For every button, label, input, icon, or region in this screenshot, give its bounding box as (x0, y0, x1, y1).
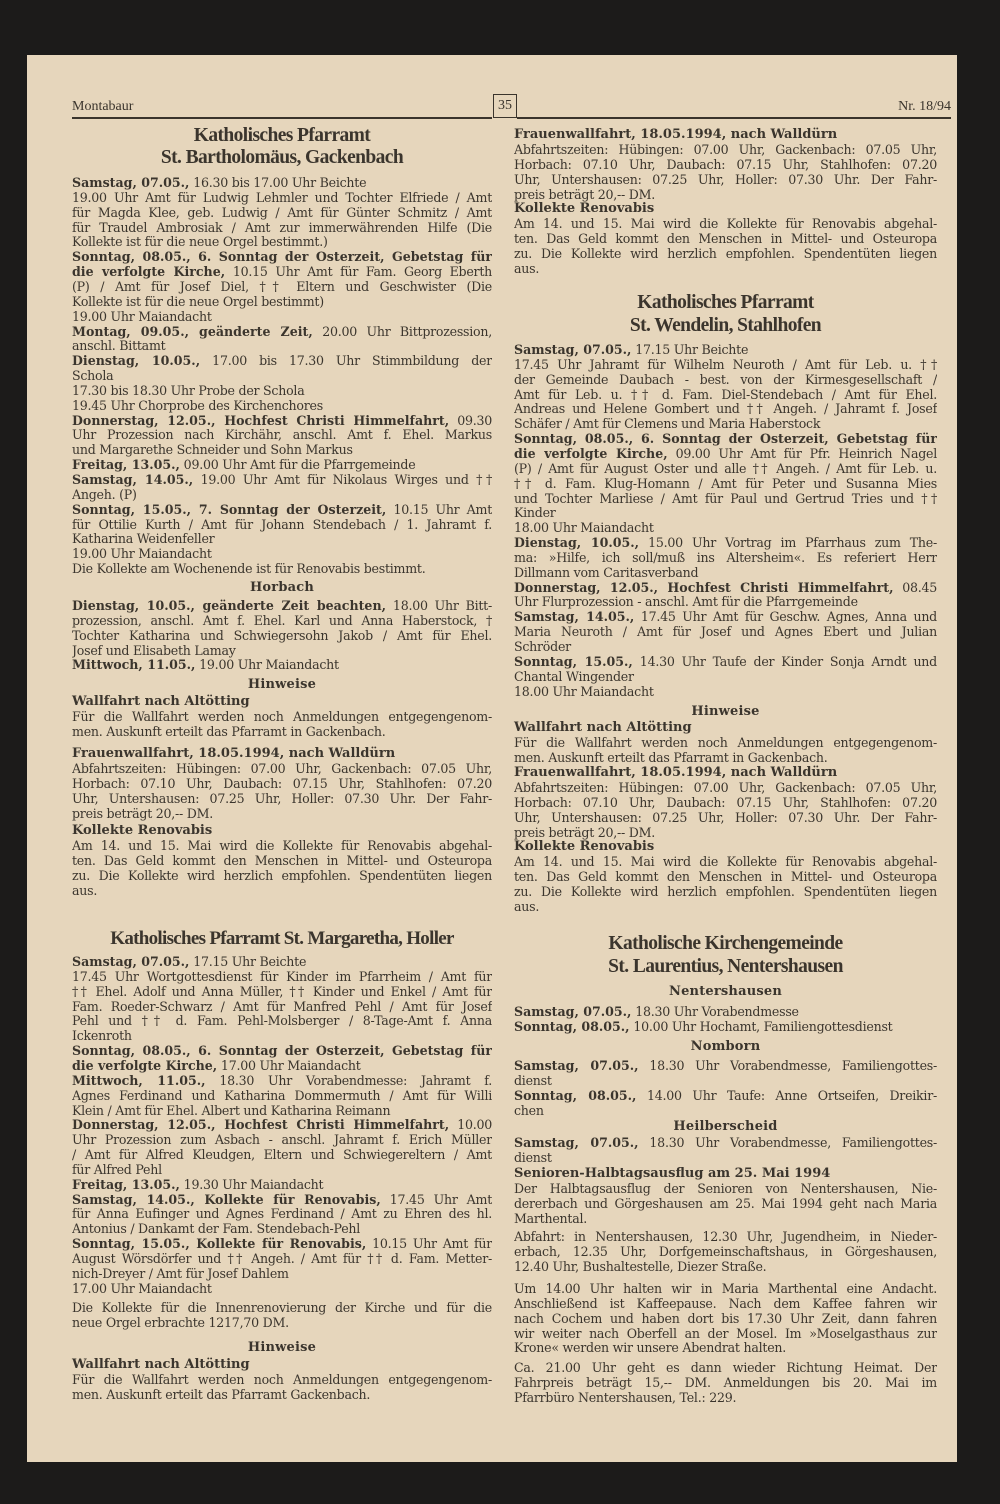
line-text: Amt für Leb. u. †† d. Fam. Diel-Stendebach / Amt für Ehel. (514, 386, 937, 402)
text-line (72, 984, 492, 999)
line-text: und Margarethe Schneider und Sohn Markus (72, 442, 353, 458)
line-text: 19.45 Uhr Chorprobe des Kirchenchores (72, 397, 323, 413)
line-text: †† Ehel. Adolf und Anna Müller, †† Kinder und Enkel / Amt für (72, 983, 492, 999)
text-line (514, 1058, 937, 1073)
text-line: men. Auskunft erteilt das Pfarramt Gackenbach. (72, 1386, 371, 1402)
notice-heading: Wallfahrt nach Altötting (72, 1357, 250, 1372)
line-text: 17.00 Uhr Maiandacht (217, 1057, 361, 1073)
line-text: Andreas und Helene Gombert und †† Angeh. / Jahramt f. Josef (514, 401, 937, 417)
subsection-heading: Nomborn (690, 1039, 761, 1054)
subsection-heading: Hinweise (247, 677, 317, 692)
text-line: nach Cochem und haben dort bis 17.30 Uhr Zeit, dann fahren (514, 1310, 937, 1326)
text-line (72, 487, 492, 502)
text-line: Pfarrbüro Nentershausen, Tel.: 229. (514, 1389, 737, 1405)
subsection-heading: Heilberscheid (673, 1119, 778, 1134)
line-text: für Alfred Pehl (72, 1161, 162, 1177)
text-line (72, 517, 492, 532)
text-line (514, 446, 937, 461)
text-line: dererbach und Görgeshausen am 25. Mai 1994 geht nach Maria (514, 1195, 937, 1211)
line-text: Klein / Amt für Ehel. Albert und Katharina Reimann (72, 1102, 391, 1118)
text-line (72, 338, 492, 353)
line-text: für Traudel Ambrosiak / Amt zur immerwährenden Hilfe (Die (72, 219, 492, 235)
page-number: 35 (493, 94, 517, 118)
line-text: 09.00 Uhr Amt für die Pfarrgemeinde (179, 457, 416, 473)
line-text: Schola (72, 368, 114, 384)
line-text: Josef und Elisabeth Lamay (72, 642, 236, 658)
bold-lead: Montag, 09.05., geänderte Zeit, (72, 323, 313, 339)
bold-lead: Samstag, 14.05., Kollekte für Renovabis, (72, 1191, 381, 1207)
bold-lead: Mittwoch, 11.05., (72, 657, 196, 673)
subsection-heading: Nentershausen (668, 984, 783, 999)
text-line (72, 1132, 492, 1147)
text-line (72, 190, 492, 205)
line-text: der Gemeinde Daubach - best. von der Kirmesgesellschaft / (514, 371, 937, 387)
section-title: Katholisches Pfarramt (193, 125, 371, 146)
line-text: 10.15 Uhr Amt für Fam. Georg Eberth (225, 264, 492, 280)
text-line: Uhr, Untershausen: 07.25 Uhr, Holler: 07.30 Uhr. Der Fahr- (514, 809, 937, 825)
text-line: ten. Das Geld kommt den Menschen in Mittel- und Osteuropa (514, 230, 937, 246)
text-line (72, 1192, 492, 1207)
text-line (72, 1073, 492, 1088)
text-line (514, 550, 937, 565)
notice-heading: Wallfahrt nach Altötting (72, 694, 250, 709)
header-location: Montabaur (72, 99, 134, 114)
line-text: Antonius / Dankamt der Fam. Stendebach-Pehl (72, 1221, 361, 1237)
bold-lead: Samstag, 07.05., (72, 954, 190, 969)
text-line: 12.40 Uhr, Bushaltestelle, Diezer Straße. (514, 1258, 767, 1274)
text-line: ten. Das Geld kommt den Menschen in Mittel- und Osteuropa (72, 852, 492, 868)
text-line: aus. (514, 260, 540, 276)
line-text: Agnes Ferdinand und Katharina Dommermuth / Amt für Willi (72, 1087, 492, 1103)
text-line (514, 476, 937, 491)
text-line (72, 205, 492, 220)
line-text: 17.00 Uhr Maiandacht (72, 1280, 212, 1296)
text-line (514, 520, 937, 535)
text-line: Abfahrtszeiten: Hübingen: 07.00 Uhr, Gackenbach: 07.05 Uhr, (72, 761, 492, 776)
line-text: Katharina Weidenfeller (72, 531, 215, 547)
text-line (72, 1147, 492, 1162)
text-line (72, 368, 492, 383)
bold-lead: Donnerstag, 12.05., Hochfest Christi Himmelfahrt, (72, 1117, 450, 1133)
text-line: Anschließend ist Kaffeepause. Nach dem Kaffee fahren wir (514, 1295, 937, 1311)
line-text: 18.30 Uhr Vorabendmesse (631, 1004, 799, 1019)
left-column (72, 0, 492, 1504)
line-text: 14.00 Uhr Taufe: Anne Ortseifen, Dreikir- (636, 1087, 937, 1103)
text-line (72, 1043, 492, 1058)
line-text: 10.15 Uhr Amt für (366, 1236, 492, 1252)
bold-lead: Freitag, 13.05., (72, 457, 180, 473)
text-line (514, 565, 937, 580)
text-line (514, 342, 937, 357)
text-line (514, 1088, 937, 1103)
text-line: Horbach: 07.10 Uhr, Daubach: 07.15 Uhr, Stahlhofen: 07.20 (72, 775, 492, 791)
line-text: 15.00 Uhr Vortrag im Pfarrhaus zum The- (639, 535, 937, 551)
bold-lead: Dienstag, 10.05., (514, 535, 640, 551)
text-line (72, 383, 492, 398)
text-line: Für die Wallfahrt werden noch Anmeldungen entgegengenom- (72, 1372, 492, 1387)
right-column (514, 0, 937, 1504)
text-line (72, 999, 492, 1014)
text-line (72, 427, 492, 442)
line-text: Fam. Roeder-Schwarz / Amt für Manfred Pehl / Amt für Josef (72, 998, 492, 1014)
line-text: Kollekte ist für die neue Orgel bestimmt.) (72, 234, 328, 250)
notice-heading: Frauenwallfahrt, 18.05.1994, nach Walldürn (514, 127, 838, 142)
line-text: für Ottilie Kurth / Amt für Johann Stendebach / 1. Jahramt f. (72, 516, 492, 532)
line-text: für Magda Klee, geb. Ludwig / Amt für Günter Schmitz / Amt (72, 204, 492, 220)
subsection-heading: Hinweise (691, 704, 760, 719)
bold-lead: Samstag, 14.05., (72, 472, 194, 487)
line-text: 16.30 bis 17.00 Uhr Beichte (189, 175, 367, 190)
text-line (514, 684, 937, 699)
text-line (72, 324, 492, 339)
section-title: St. Bartholomäus, Gackenbach (160, 147, 404, 168)
line-text: 08.45 (893, 579, 937, 595)
text-line (514, 372, 937, 387)
text-line: wir weiter nach Oberfell an der Mosel. Im »Moselgasthaus zur (514, 1325, 937, 1341)
text-line: Der Halbtagsausflug der Senioren von Nentershausen, Nie- (514, 1181, 937, 1196)
text-line (514, 654, 937, 669)
text-line (72, 643, 492, 658)
text-line (72, 613, 492, 628)
text-line: zu. Die Kollekte wird herzlich empfohlen. Spendentüten liegen (514, 883, 937, 899)
line-text: Uhr Prozession zum Asbach - anschl. Jahramt f. Erich Müller (72, 1132, 492, 1148)
section-title: Katholisches Pfarramt St. Margaretha, Holler (110, 928, 454, 949)
text-line (72, 353, 492, 368)
line-text: Kinder (514, 505, 556, 521)
text-line (514, 1135, 937, 1150)
line-text: 10.00 (449, 1117, 492, 1133)
text-line (72, 502, 492, 517)
text-line (72, 1221, 492, 1236)
bold-lead: Samstag, 07.05., (514, 1135, 639, 1150)
text-line (514, 1150, 937, 1165)
bold-lead: Sonntag, 08.05., 6. Sonntag der Osterzeit, Gebetstag für (72, 1043, 492, 1059)
text-line: Am 14. und 15. Mai wird die Kollekte für Renovabis abgehal- (514, 216, 937, 231)
text-line: Horbach: 07.10 Uhr, Daubach: 07.15 Uhr, Stahlhofen: 07.20 (514, 794, 937, 810)
text-line (72, 1028, 492, 1043)
line-text: 14.30 Uhr Taufe der Kinder Sonja Arndt und (632, 653, 937, 669)
text-line (514, 461, 937, 476)
text-line (514, 624, 937, 639)
text-line (72, 1088, 492, 1103)
line-text: nich-Dreyer / Amt für Josef Dahlem (72, 1265, 289, 1281)
text-line: Für die Wallfahrt werden noch Anmeldungen entgegengenom- (514, 735, 937, 750)
line-text: †† d. Fam. Klug-Homann / Amt für Peter und Susanna Mies (514, 475, 937, 491)
bold-lead: Dienstag, 10.05., (72, 353, 201, 369)
line-text: für Anna Eufinger und Agnes Ferdinand / Amt zu Ehren des hl. (72, 1206, 492, 1222)
line-text: 17.45 Uhr Wortgottesdienst für Kinder im Pfarrheim / Amt für (72, 968, 492, 984)
text-line: Um 14.00 Uhr halten wir in Maria Marthental eine Andacht. (514, 1281, 937, 1296)
text-line: preis beträgt 20,-- DM. (72, 805, 214, 821)
line-text: 17.30 bis 18.30 Uhr Probe der Schola (72, 382, 305, 398)
text-line (514, 669, 937, 684)
text-line: aus. (72, 882, 98, 898)
text-line (514, 416, 937, 431)
bold-lead: Freitag, 13.05., (72, 1176, 180, 1192)
text-line (72, 1117, 492, 1132)
bold-lead: Samstag, 07.05., (514, 1004, 632, 1019)
line-text: chen (514, 1102, 544, 1118)
notice-heading: Frauenwallfahrt, 18.05.1994, nach Walldürn (72, 746, 396, 761)
text-line (72, 1058, 492, 1073)
line-text: 19.00 Uhr Maiandacht (195, 657, 339, 673)
issue-number: Nr. 18/94 (898, 99, 951, 114)
text-line (514, 1073, 937, 1088)
line-text: 18.30 Uhr Vorabendmesse: Jahramt f. (205, 1072, 492, 1088)
text-line (514, 431, 937, 446)
notice-heading: Wallfahrt nach Altötting (514, 720, 692, 735)
section-title: Katholisches Pfarramt (637, 292, 814, 313)
line-text: 09.30 (449, 412, 492, 428)
text-line (72, 561, 492, 576)
line-text: 17.45 Uhr Amt (380, 1191, 492, 1207)
text-line (72, 1236, 492, 1251)
bold-lead: Dienstag, 10.05., geänderte Zeit beachten, (72, 598, 386, 613)
line-text: 18.00 Uhr Bitt- (386, 598, 492, 613)
text-line (514, 491, 937, 506)
line-text: August Wörsdörfer und †† Angeh. / Amt für †† d. Fam. Metter- (72, 1251, 492, 1266)
text-line (72, 598, 492, 613)
text-line: Die Kollekte für die Innenrenovierung der Kirche und für die (72, 1300, 492, 1315)
bold-lead: Donnerstag, 12.05., Hochfest Christi Himmelfahrt, (514, 579, 894, 595)
line-text: 10.15 Uhr Amt (386, 501, 492, 517)
text-line (514, 580, 937, 595)
text-line: Am 14. und 15. Mai wird die Kollekte für Renovabis abgehal- (514, 854, 937, 869)
line-text: 18.00 Uhr Maiandacht (514, 683, 654, 699)
text-line (72, 1177, 492, 1192)
line-text: 19.30 Uhr Maiandacht (179, 1176, 324, 1192)
text-line: Uhr, Untershausen: 07.25 Uhr, Holler: 07.30 Uhr. Der Fahr- (514, 171, 937, 187)
subsection-heading: Hinweise (247, 1340, 317, 1355)
text-line: Am 14. und 15. Mai wird die Kollekte für Renovabis abgehal- (72, 838, 492, 853)
text-line: Horbach: 07.10 Uhr, Daubach: 07.15 Uhr, Stahlhofen: 07.20 (514, 156, 937, 172)
text-line: preis beträgt 20,-- DM. (514, 186, 656, 202)
bold-lead: Sonntag, 15.05., Kollekte für Renovabis, (72, 1236, 367, 1252)
notice-heading: Senioren-Halbtagsausflug am 25. Mai 1994 (514, 1166, 831, 1181)
line-text: Angeh. (P) (72, 486, 137, 502)
line-text: dienst (514, 1072, 552, 1088)
text-line (72, 546, 492, 561)
text-line (72, 472, 492, 487)
text-line: Abfahrtszeiten: Hübingen: 07.00 Uhr, Gackenbach: 07.05 Uhr, (514, 142, 937, 157)
text-line (514, 594, 937, 609)
text-line (514, 535, 937, 550)
text-line (72, 442, 492, 457)
line-text: / Amt für Alfred Kleudgen, Eltern und Schwiegereltern / Amt (72, 1147, 492, 1163)
line-text: Kollekte ist für die neue Orgel bestimmt) (72, 293, 324, 309)
line-text: 17.45 Uhr Amt für Geschw. Agnes, Anna und (634, 609, 937, 625)
text-line (72, 1103, 492, 1118)
line-text: 20.00 Uhr Bittprozession, (312, 323, 492, 339)
line-text: (P) / Amt für Josef Diel, †† Eltern und Geschwister (Die (72, 278, 492, 294)
text-line: zu. Die Kollekte wird herzlich empfohlen. Spendentüten liegen (72, 867, 492, 883)
text-line (514, 639, 937, 654)
text-line (72, 954, 492, 969)
bold-lead: Sonntag, 08.05., (514, 1087, 637, 1103)
line-text: dienst (514, 1149, 552, 1165)
line-text: 18.30 Uhr Vorabendmesse, Familiengottes- (638, 1058, 937, 1073)
line-text: 17.15 Uhr Beichte (631, 342, 749, 357)
text-line: preis beträgt 20,-- DM. (514, 824, 656, 840)
line-text: 17.45 Uhr Jahramt für Wilhelm Neuroth / Amt für Leb. u. †† (514, 356, 937, 372)
notice-heading: Kollekte Renovabis (514, 201, 655, 216)
text-line (72, 279, 492, 294)
line-text: Chantal Wingender (514, 668, 634, 684)
text-line (72, 398, 492, 413)
text-line (72, 413, 492, 428)
line-text: Pehl und †† d. Fam. Pehl-Molsberger / 8-Tage-Amt f. Anna (72, 1013, 492, 1029)
text-line (72, 657, 492, 672)
bold-lead: Sonntag, 08.05., (514, 1018, 630, 1034)
text-line: zu. Die Kollekte wird herzlich empfohlen. Spendentüten liegen (514, 245, 937, 261)
text-line (72, 1266, 492, 1281)
line-text: Maria Neuroth / Amt für Josef und Agnes Ebert und Julian (514, 624, 937, 640)
line-text: 10.00 Uhr Hochamt, Familiengottesdienst (629, 1018, 893, 1034)
bold-lead: die verfolgte Kirche, (72, 264, 226, 280)
bold-lead: Sonntag, 15.05., 7. Sonntag der Osterzeit, (72, 501, 387, 517)
subsection-heading: Horbach (249, 580, 315, 595)
text-line: Abfahrtszeiten: Hübingen: 07.00 Uhr, Gackenbach: 07.05 Uhr, (514, 780, 937, 795)
text-line: men. Auskunft erteilt das Pfarramt in Gackenbach. (72, 723, 386, 739)
line-text: 17.00 bis 17.30 Uhr Stimmbildung der (200, 353, 492, 369)
text-line: erbach, 12.35 Uhr, Dorfgemeinschaftshaus, in Görgeshausen, (514, 1243, 937, 1259)
text-line (72, 264, 492, 279)
text-line (72, 309, 492, 324)
bold-lead: Donnerstag, 12.05., Hochfest Christi Himmelfahrt, (72, 412, 450, 428)
section-title: St. Laurentius, Nentershausen (608, 956, 843, 977)
line-text: Uhr Prozession nach Kirchähr, anschl. Amt f. Ehel. Markus (72, 427, 492, 443)
bold-lead: die verfolgte Kirche, (72, 1057, 218, 1073)
text-line: Uhr, Untershausen: 07.25 Uhr, Holler: 07.30 Uhr. Der Fahr- (72, 790, 492, 806)
text-line (72, 1013, 492, 1028)
text-line: Marthental. (514, 1210, 588, 1226)
line-text: und Tochter Marliese / Amt für Paul und Gertrud Tries und †† (514, 490, 937, 506)
text-line: Für die Wallfahrt werden noch Anmeldungen entgegengenom- (72, 709, 492, 724)
text-line: Krone« werden wir unsere Abendrat halten. (514, 1340, 787, 1356)
text-line (514, 357, 937, 372)
line-text: Die Kollekte am Wochenende ist für Renovabis bestimmt. (72, 561, 426, 577)
bold-lead: die verfolgte Kirche, (514, 445, 668, 461)
line-text: Schäfer / Amt für Clemens und Maria Haberstock (514, 416, 821, 432)
bold-lead: Sonntag, 15.05., (514, 653, 633, 669)
text-line (72, 1206, 492, 1221)
text-line: Ca. 21.00 Uhr geht es dann wieder Richtung Heimat. Der (514, 1360, 937, 1375)
line-text: 19.00 Uhr Amt für Nikolaus Wirges und †† (193, 472, 492, 487)
text-line (72, 531, 492, 546)
text-line (514, 387, 937, 402)
text-line (72, 1162, 492, 1177)
bold-lead: Samstag, 07.05., (514, 1058, 639, 1073)
text-line: Fahrpreis beträgt 15,-- DM. Anmeldungen bis 20. Mai im (514, 1374, 937, 1390)
line-text: 18.00 Uhr Maiandacht (514, 520, 654, 536)
text-line (514, 1004, 937, 1019)
text-line (72, 457, 492, 472)
text-line (72, 628, 492, 643)
text-line (72, 234, 492, 249)
line-text: 19.00 Uhr Amt für Ludwig Lehmler und Tochter Elfriede / Amt (72, 189, 492, 205)
text-line (72, 1251, 492, 1266)
text-line (72, 249, 492, 264)
line-text: Dillmann vom Caritasverband (514, 564, 699, 580)
text-line (72, 220, 492, 235)
section-title: Katholische Kirchengemeinde (608, 933, 843, 954)
line-text: Ickenroth (72, 1028, 132, 1044)
line-text: Tochter Katharina und Schwiegersohn Jakob / Amt für Ehel. (72, 627, 492, 643)
text-line: men. Auskunft erteilt das Pfarramt in Gackenbach. (514, 749, 828, 765)
notice-heading: Frauenwallfahrt, 18.05.1994, nach Walldürn (514, 765, 838, 780)
text-line (72, 969, 492, 984)
line-text: ma: »Hilfe, ich soll/muß ins Altersheim«. Es referiert Herr (514, 549, 937, 565)
bold-lead: Mittwoch, 11.05., (72, 1072, 206, 1088)
line-text: Schröder (514, 639, 571, 654)
section-title: St. Wendelin, Stahlhofen (629, 315, 822, 336)
line-text: (P) / Amt für August Oster und alle †† Angeh. / Amt für Leb. u. (514, 460, 937, 476)
bold-lead: Sonntag, 08.05., 6. Sonntag der Osterzeit, Gebetstag für (514, 431, 937, 447)
line-text: 09.00 Uhr Amt für Pfr. Heinrich Nagel (667, 445, 937, 461)
text-line (514, 505, 937, 520)
text-line (514, 401, 937, 416)
text-line: neue Orgel erbrachte 1217,70 DM. (72, 1314, 289, 1330)
text-line: ten. Das Geld kommt den Menschen in Mittel- und Osteuropa (514, 868, 937, 884)
line-text: anschl. Bittamt (72, 338, 166, 354)
bold-lead: Samstag, 07.05., (514, 342, 632, 357)
text-line (514, 1103, 937, 1118)
bold-lead: Samstag, 14.05., (514, 609, 635, 625)
notice-heading: Kollekte Renovabis (72, 823, 213, 838)
text-line: Abfahrt: in Nentershausen, 12.30 Uhr, Jugendheim, in Nieder- (514, 1229, 937, 1244)
line-text: 19.00 Uhr Maiandacht (72, 308, 212, 324)
line-text: 18.30 Uhr Vorabendmesse, Familiengottes- (638, 1135, 937, 1150)
text-line (72, 294, 492, 309)
line-text: 19.00 Uhr Maiandacht (72, 546, 212, 562)
bold-lead: Samstag, 07.05., (72, 175, 190, 190)
notice-heading: Kollekte Renovabis (514, 839, 655, 854)
text-line (72, 1281, 492, 1296)
bold-lead: Sonntag, 08.05., 6. Sonntag der Osterzeit, Gebetstag für (72, 249, 492, 265)
line-text: 17.15 Uhr Beichte (189, 954, 307, 969)
text-line (514, 1019, 937, 1034)
text-line (72, 175, 492, 190)
line-text: Uhr Flurprozession - anschl. Amt für die Pfarrgemeinde (514, 594, 858, 610)
line-text: prozession, anschl. Amt f. Ehel. Karl und Anna Haberstock, † (72, 612, 492, 628)
text-line (514, 609, 937, 624)
text-line: aus. (514, 898, 540, 914)
